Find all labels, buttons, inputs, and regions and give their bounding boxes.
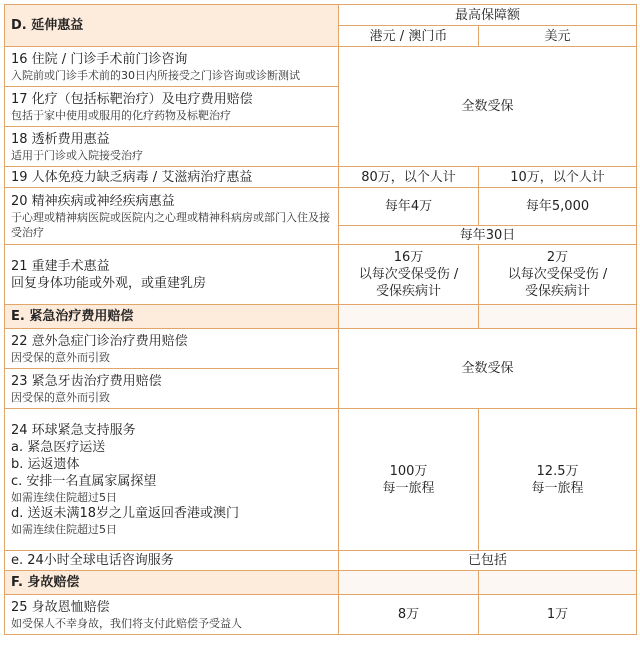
empty-cell [479,571,637,595]
amount: 12.5万 [536,463,579,479]
benefit-note: 回复身体功能或外观，或重建乳房 [11,275,207,291]
benefit-item-d: d. 送返未满18岁之儿童返回香港或澳门 [11,506,240,521]
max-coverage-heading: 最高保障额 [339,5,637,26]
benefit-title: 17 化疗（包括标靶治疗）及电疗费用赔偿 [11,91,253,107]
section-d-heading: D. 延伸惠益 [5,5,339,47]
basis-line: 每一旅程 [531,480,584,496]
benefit-title: 22 意外急症门诊治疗费用赔偿 [11,333,188,349]
benefit-20-usd: 每年5,000 [479,188,637,226]
benefit-note: 因受保的意外而引致 [11,350,110,364]
empty-cell [479,305,637,329]
benefit-22-23-value: 全数受保 [339,329,637,409]
amount: 100万 [389,463,428,479]
benefit-item-d-note: 如需连续住院超过5日 [11,523,117,536]
benefit-21-usd [479,245,637,305]
basis-line: 以每次受保受伤 / [358,267,459,282]
benefit-23 [5,369,339,409]
benefit-24-hkd [339,409,479,551]
benefit-20 [5,188,339,245]
benefit-title: 24 环球紧急支持服务 [11,423,136,438]
benefit-note: 如受保人不幸身故，我们将支付此赔偿予受益人 [11,616,242,630]
amount: 16万 [393,250,424,265]
benefit-22 [5,329,339,369]
benefit-note: 包括于家中使用或服用的化疗药物及标靶治疗 [11,108,231,122]
benefit-note: 入院前或门诊手术前的30日内所接受之门诊咨询或诊断测试 [11,68,300,82]
benefit-title: 25 身故恩恤赔偿 [11,599,110,615]
benefit-25-usd: 1万 [479,595,637,635]
benefit-24-e-value: 已包括 [339,551,637,571]
benefit-note: 于心理或精神病医院或医院内之心理或精神科病房或部门入住及接受治疗 [11,210,330,239]
usd-column-heading: 美元 [479,26,637,47]
benefits-table [4,4,637,635]
benefit-note: 适用于门诊或入院接受治疗 [11,148,143,162]
amount: 2万 [546,250,569,265]
benefit-19-hkd: 80万，以个人计 [339,167,479,188]
section-e-heading: E. 紧急治疗费用赔偿 [5,305,339,329]
basis-line: 以每次受保受伤 / [507,267,608,282]
benefit-17 [5,87,339,127]
benefit-item-a: a. 紧急医疗运送 [11,440,106,455]
basis-line: 每一旅程 [382,480,435,496]
benefit-24-usd [479,409,637,551]
section-f-heading: F. 身故赔偿 [5,571,339,595]
benefit-25 [5,595,339,635]
benefit-title: 16 住院 / 门诊手术前门诊咨询 [11,51,188,67]
benefit-title: 21 重建手术惠益 [11,258,110,274]
basis-line: 受保疾病计 [525,284,591,299]
benefit-16 [5,47,339,87]
benefit-19-usd: 10万，以个人计 [479,167,637,188]
benefit-title: 20 精神疾病或神经疾病惠益 [11,193,175,209]
hkd-column-heading: 港元 / 澳门币 [339,26,479,47]
benefit-21-hkd [339,245,479,305]
benefit-note: 因受保的意外而引致 [11,390,110,404]
benefit-25-hkd: 8万 [339,595,479,635]
benefit-item-e: e. 24小时全球电话咨询服务 [5,551,339,571]
benefit-item-c-note: 如需连续住院超过5日 [11,491,117,504]
benefit-20-days: 每年30日 [339,226,637,245]
benefit-21 [5,245,339,305]
benefit-18 [5,127,339,167]
benefit-title: 18 透析费用惠益 [11,131,110,147]
benefit-item-c: c. 安排一名直属家属探望 [11,474,157,489]
benefit-24 [5,409,339,551]
empty-cell [339,571,479,595]
benefit-19: 19 人体免疫力缺乏病毒 / 艾滋病治疗惠益 [5,167,339,188]
empty-cell [339,305,479,329]
basis-line: 受保疾病计 [375,284,441,299]
benefit-16-18-value: 全数受保 [339,47,637,167]
benefit-20-hkd: 每年4万 [339,188,479,226]
benefit-item-b: b. 运返遗体 [11,457,80,472]
benefit-title: 23 紧急牙齿治疗费用赔偿 [11,373,162,389]
